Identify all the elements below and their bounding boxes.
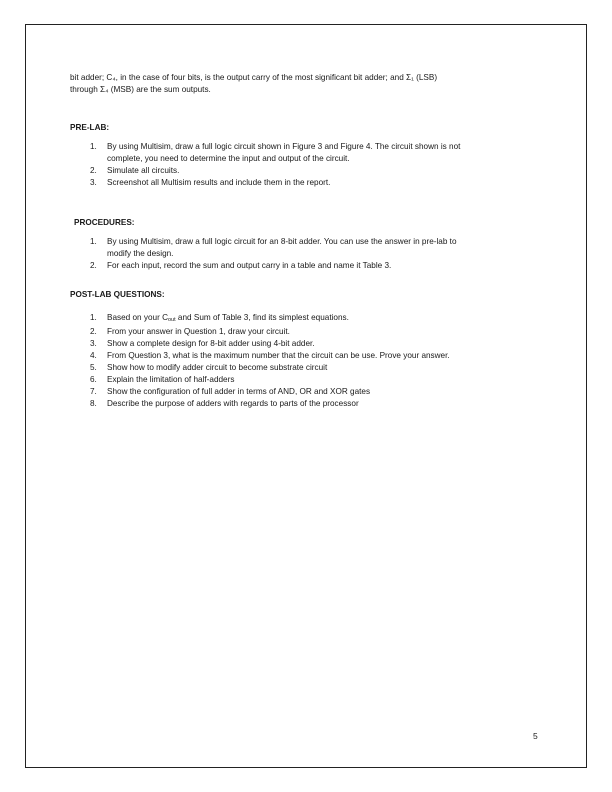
intro-line-1: bit adder; C₄, in the case of four bits, is the output carry of the most significant bit adder; and Σ₁ (LSB): [70, 73, 438, 82]
postlab-item-7: 7. Show the configuration of full adder in terms of AND, OR and XOR gates: [90, 387, 371, 396]
postlab-item-2: 2. From your answer in Question 1, draw your circuit.: [90, 327, 290, 336]
postlab-item-1: 1. Based on your Cout and Sum of Table 3, find its simplest equations.: [90, 313, 349, 323]
postlab-heading: POST-LAB QUESTIONS:: [70, 290, 165, 299]
document-body: [70, 72, 548, 410]
procedures-item-2: 2. For each input, record the sum and output carry in a table and name it Table 3.: [90, 261, 392, 270]
prelab-list: [70, 141, 548, 189]
prelab-heading: PRE-LAB:: [70, 123, 110, 132]
postlab-item-8: 8. Describe the purpose of adders with regards to parts of the processor: [90, 399, 359, 408]
prelab-item-2: 2. Simulate all circuits.: [90, 166, 180, 175]
postlab-item-5: 5. Show how to modify adder circuit to become substrate circuit: [90, 363, 328, 372]
intro-line-2: through Σ₄ (MSB) are the sum outputs.: [70, 85, 211, 94]
postlab-list: [70, 312, 548, 410]
prelab-item-1: 1. By using Multisim, draw a full logic circuit shown in Figure 3 and Figure 4. The circuit shown is not complete, you need to determine the input and output of the circuit.: [90, 142, 461, 163]
prelab-item-3: 3. Screenshot all Multisim results and include them in the report.: [90, 178, 331, 187]
postlab-item-4: 4. From Question 3, what is the maximum number that the circuit can be use. Prove your answer.: [90, 351, 450, 360]
page-number: 5: [533, 731, 538, 741]
procedures-list: [70, 236, 548, 272]
postlab-item-3: 3. Show a complete design for 8-bit adder using 4-bit adder.: [90, 339, 315, 348]
postlab-item-6: 6. Explain the limitation of half-adders: [90, 375, 235, 384]
procedures-item-1: 1. By using Multisim, draw a full logic circuit for an 8-bit adder. You can use the answer in pre-lab to modify the design.: [90, 237, 457, 258]
procedures-heading: PROCEDURES:: [74, 218, 135, 227]
